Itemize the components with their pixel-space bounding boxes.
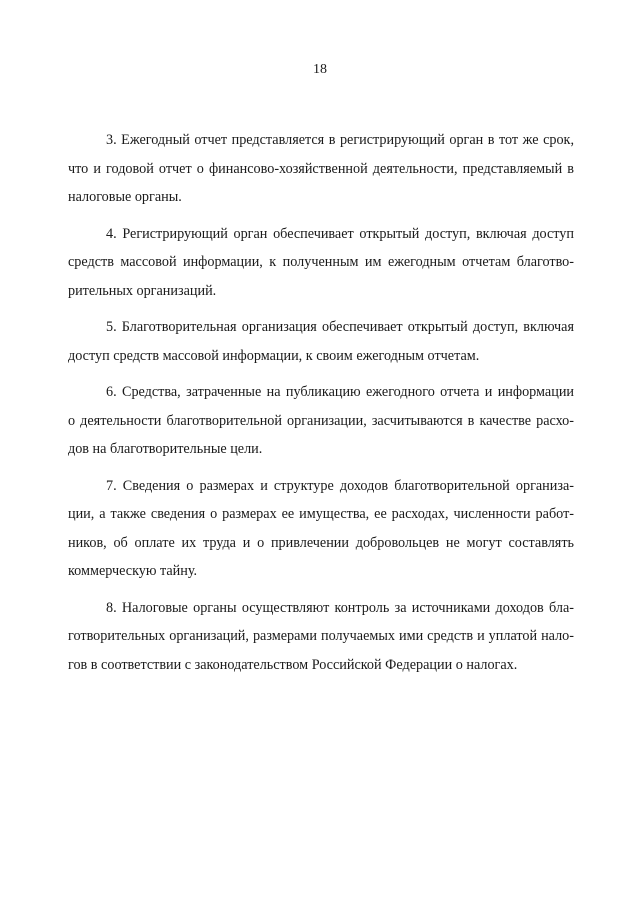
paragraph-line: 6. Средства, затраченные на публикацию ежегодного отчета и информации [106, 384, 574, 400]
paragraph-line: 4. Регистрирующий орган обеспечивает открытый доступ, включая доступ [106, 225, 574, 242]
paragraph-line: 7. Сведения о размерах и структуре доходов благотворительной организа- [106, 477, 574, 494]
paragraph [68, 472, 574, 586]
paragraph [68, 594, 574, 680]
paragraph [68, 378, 574, 464]
page-number: 18 [313, 62, 327, 77]
paragraph-line: гов в соответствии с законодательством Российской Федерации о налогах. [68, 656, 518, 673]
paragraph-line: ников, об оплате их труда и о привлечении добровольцев не могут составлять [68, 534, 574, 551]
paragraph-line: налоговые органы. [68, 189, 182, 205]
paragraph-line: 5. Благотворительная организация обеспечивает открытый доступ, включая [106, 319, 574, 335]
paragraph-line: что и годовой отчет о финансово-хозяйственной деятельности, представляемый в [68, 160, 574, 177]
paragraph [68, 220, 574, 306]
paragraph-line: готворительных организаций, размерами получаемых ими средств и уплатой нало- [68, 628, 574, 644]
paragraph [68, 126, 574, 212]
paragraph-line: доступ средств массовой информации, к своим ежегодным отчетам. [68, 347, 480, 364]
document-body [68, 126, 574, 687]
paragraph-line: дов на благотворительные цели. [68, 441, 263, 457]
paragraph [68, 313, 574, 370]
paragraph-line: о деятельности благотворительной организации, засчитываются в качестве расхо- [68, 412, 574, 429]
paragraph-line: коммерческую тайну. [68, 563, 198, 579]
paragraph-line: ции, а также сведения о размерах ее имущества, ее расходах, численности работ- [68, 506, 574, 522]
paragraph-line: рительных организаций. [68, 282, 217, 299]
paragraph-line: 3. Ежегодный отчет представляется в регистрирующий орган в тот же срок, [106, 132, 574, 148]
paragraph-line: 8. Налоговые органы осуществляют контроль за источниками доходов бла- [106, 599, 574, 616]
paragraph-line: средств массовой информации, к полученным им ежегодным отчетам благотво- [68, 254, 574, 270]
